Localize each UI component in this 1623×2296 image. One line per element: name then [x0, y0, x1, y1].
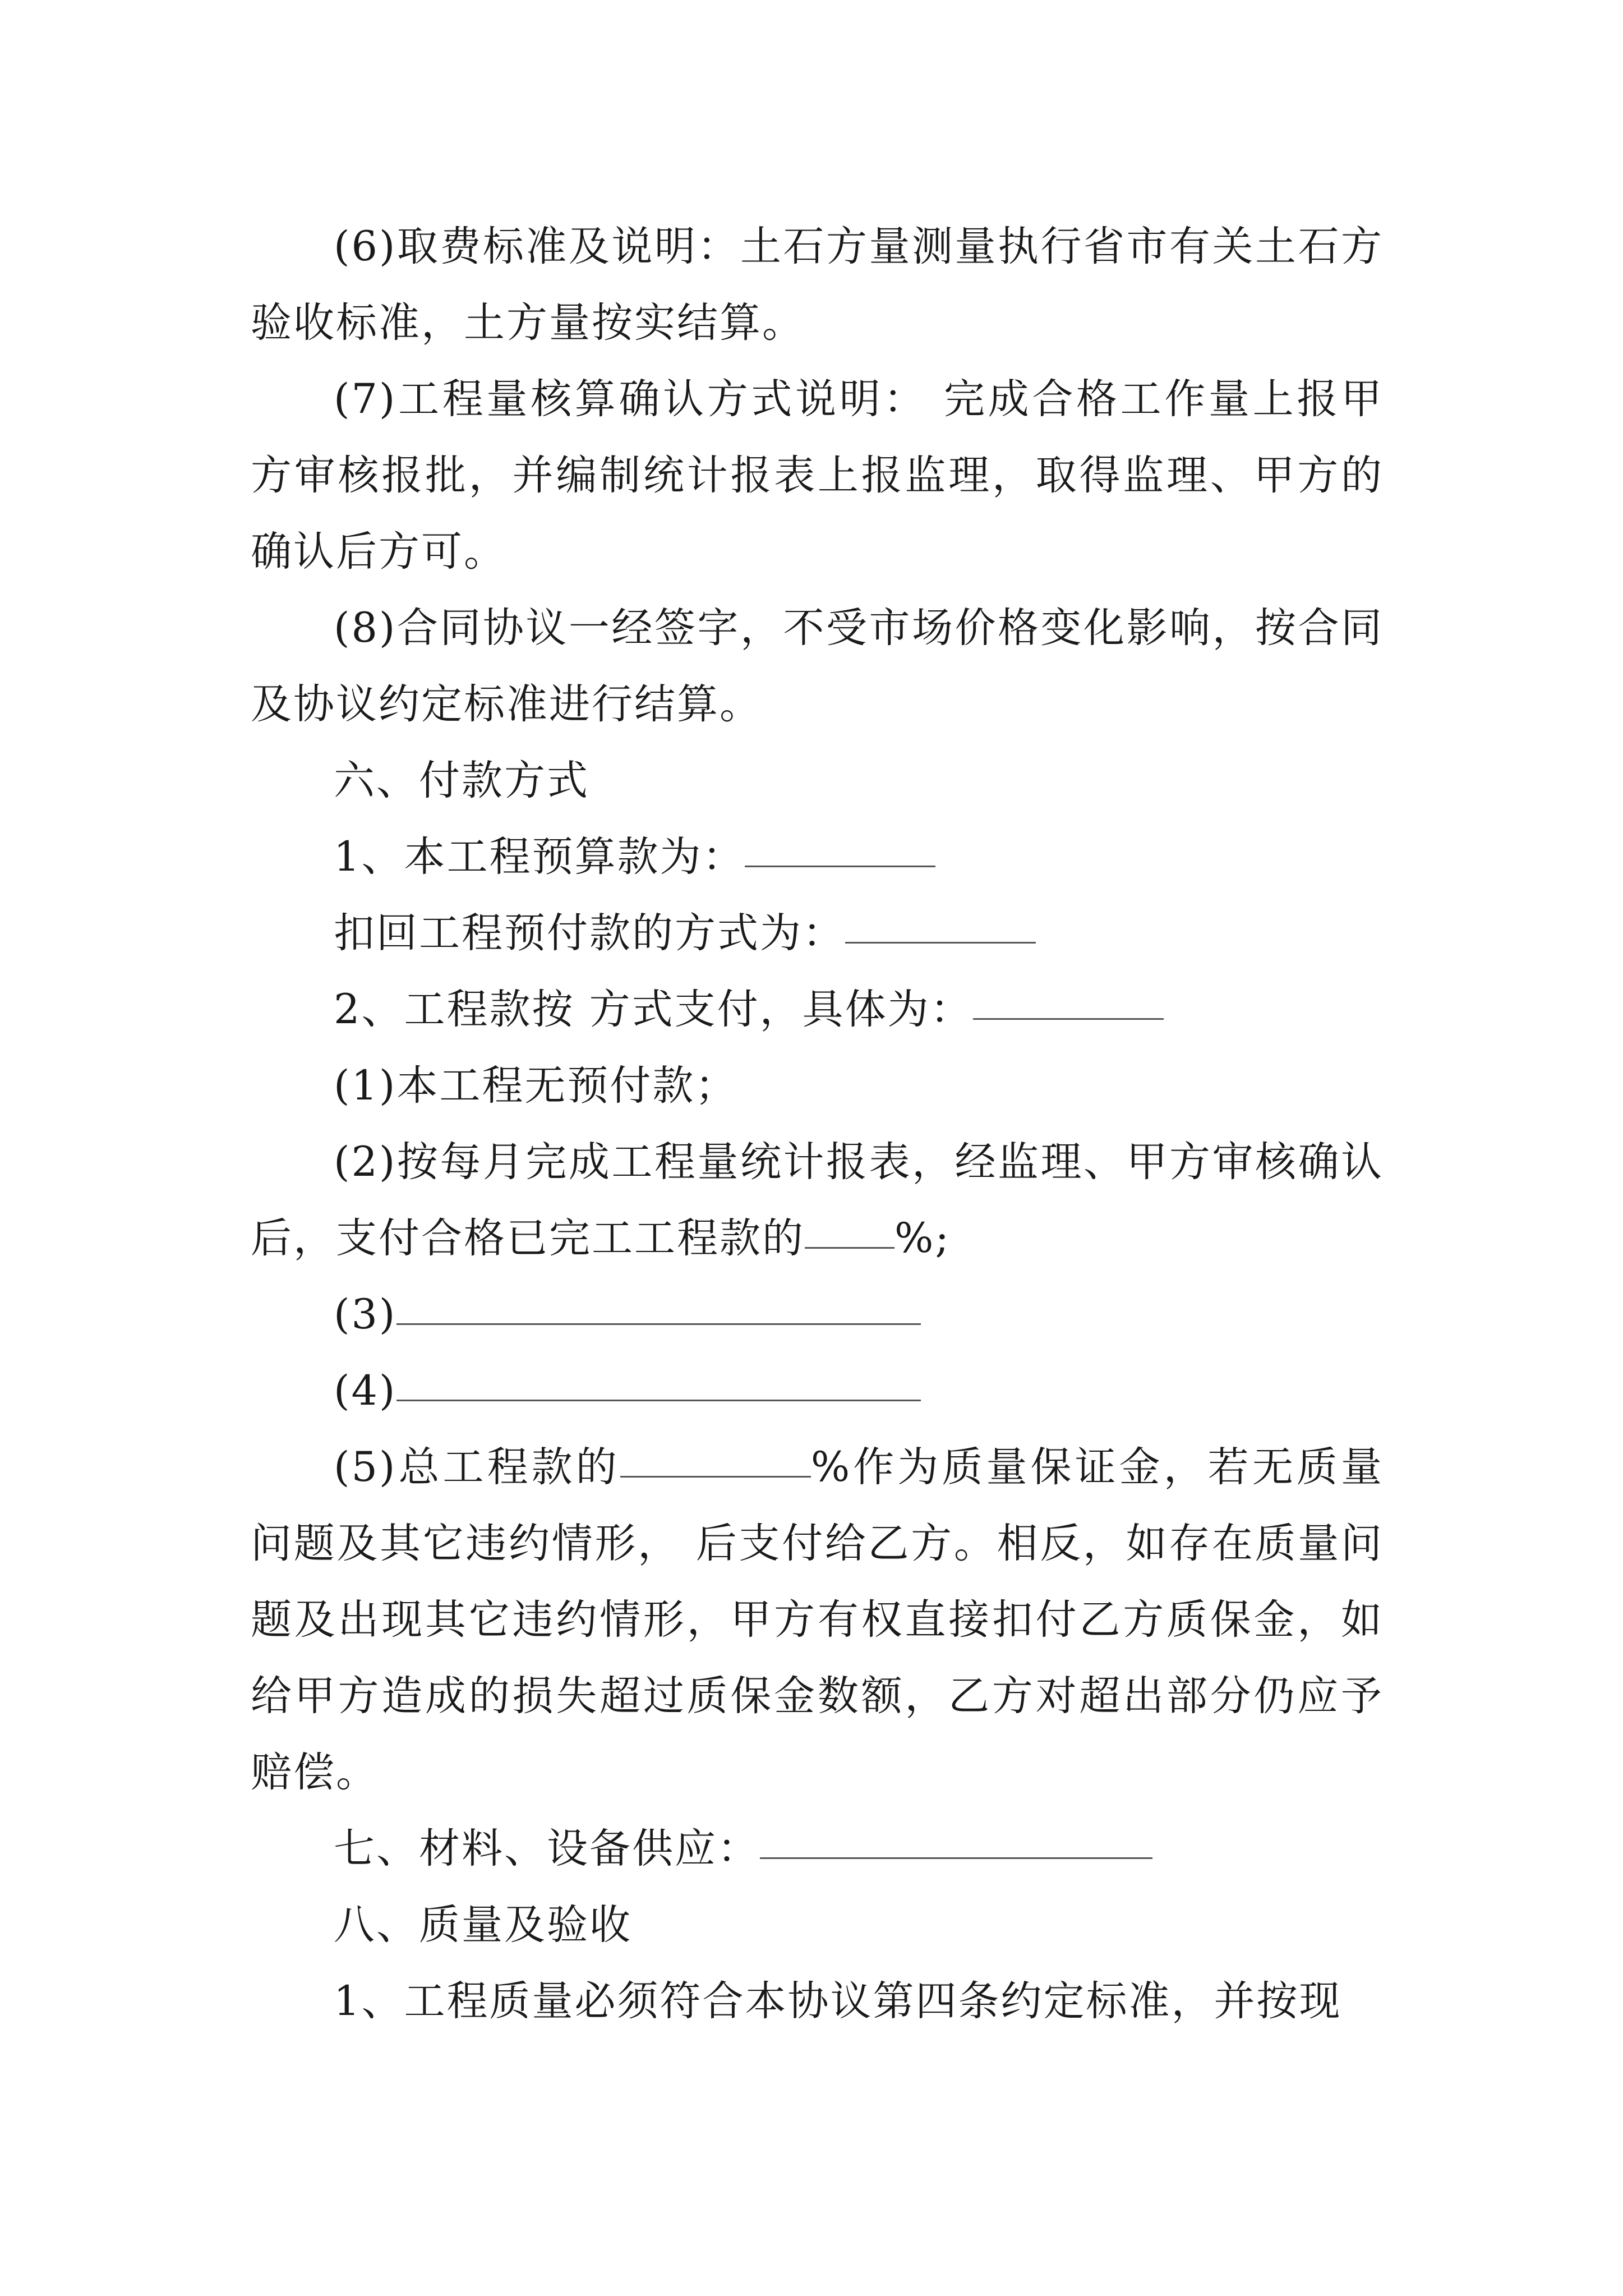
section-8-heading: 八、质量及验收 — [334, 1901, 632, 1949]
payment-item-2-suffix: %; — [895, 1214, 951, 1262]
budget-blank — [745, 825, 935, 867]
section-6-heading: 六、付款方式 — [334, 757, 589, 804]
clause-8-contract-settlement: (8)合同协议一经签字，不受市场价格变化影响，按合同及协议约定标准进行结算。 — [251, 604, 1384, 728]
section-7-heading: 七、材料、设备供应： — [334, 1825, 760, 1872]
advance-recovery-line — [251, 895, 1384, 972]
payment-item-3-label: (3) — [334, 1291, 397, 1338]
advance-recovery-blank — [845, 901, 1036, 944]
payment-item-4 — [251, 1353, 1384, 1429]
advance-recovery-label: 扣回工程预付款的方式为： — [334, 909, 845, 957]
budget-line — [251, 819, 1384, 895]
payment-item-5-text: (5)总工程款的 — [334, 1443, 620, 1491]
supply-blank — [760, 1817, 1152, 1859]
payment-item-5-retention — [251, 1429, 1384, 1811]
payment-item-3 — [251, 1277, 1384, 1353]
payment-method-line — [251, 972, 1384, 1048]
document-body — [251, 209, 1384, 2040]
payment-percent-blank — [805, 1207, 895, 1249]
payment-item-4-blank — [396, 1359, 921, 1401]
payment-item-2-text: (2)按每月完成工程量统计报表，经监理、甲方审核确认后，支付合格已完工工程款的 — [251, 1138, 1384, 1262]
clause-7-quantity-confirmation: (7)工程量核算确认方式说明： 完成合格工作量上报甲方审核报批，并编制统计报表上报监理，取得监理、甲方的确认后方可。 — [251, 375, 1384, 576]
payment-item-4-label: (4) — [334, 1367, 397, 1415]
quality-item-1: 1、工程质量必须符合本协议第四条约定标准，并按现 — [334, 1977, 1342, 2025]
payment-method-label: 2、工程款按 方式支付，具体为： — [334, 986, 973, 1033]
budget-label: 1、本工程预算款为： — [334, 833, 745, 881]
clause-6-fee-standard: (6)取费标准及说明：土石方量测量执行省市有关土石方验收标准，土方量按实结算。 — [251, 223, 1384, 347]
section-7-supply-line — [251, 1811, 1384, 1887]
payment-item-1: (1)本工程无预付款； — [334, 1062, 738, 1110]
payment-item-3-blank — [396, 1283, 921, 1325]
payment-method-blank — [973, 978, 1164, 1020]
retention-percent-blank — [620, 1435, 811, 1478]
payment-item-2 — [251, 1124, 1384, 1277]
payment-item-5-rest: %作为质量保证金，若无质量问题及其它违约情形， 后支付给乙方。相反，如存在质量问题及出现其它违约情形，甲方有权直接扣付乙方质保金，如给甲方造成的损失超过质保金数额，乙方对超出部分仍应予赔偿。 — [251, 1443, 1384, 1796]
